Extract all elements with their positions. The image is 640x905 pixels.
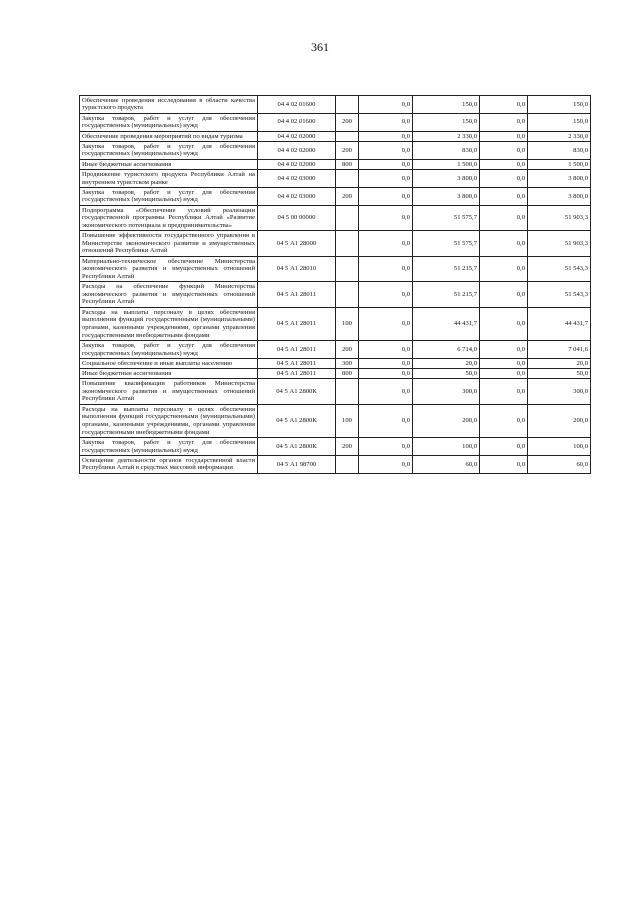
cell-expense-type [336, 170, 359, 188]
cell-target-code: 04 5 А1 28011 [258, 282, 336, 308]
cell-amount-3: 0,0 [480, 369, 528, 379]
cell-amount-2: 100,0 [413, 438, 480, 456]
cell-amount-2: 51 575,7 [413, 231, 480, 257]
cell-target-code: 04 4 02 01600 [258, 113, 336, 131]
cell-amount-1: 0,0 [359, 141, 413, 159]
cell-amount-1: 0,0 [359, 358, 413, 368]
cell-expense-type: 300 [336, 358, 359, 368]
cell-item-name: Расходы на выплаты персоналу в целях обеспечения выполнения функций государственными (муниципальными) органами, казенными учреждениями, органами управления государственными внебюджетными фондами [80, 404, 258, 437]
cell-amount-2: 3 800,0 [413, 170, 480, 188]
cell-amount-2: 1 500,0 [413, 159, 480, 169]
cell-amount-4: 1 500,0 [528, 159, 591, 169]
cell-amount-1: 0,0 [359, 307, 413, 340]
table-row [80, 170, 591, 188]
cell-item-name: Подпрограмма «Обеспечение условий реализации государственной программы Республики Алтай «Развитие экономического потенциала и предпринимательства» [80, 205, 258, 231]
cell-item-name: Продвижение туристского продукта Республики Алтай на внутреннем туристском рынке [80, 170, 258, 188]
cell-target-code: 04 5 А1 28011 [258, 341, 336, 359]
cell-amount-2: 50,0 [413, 369, 480, 379]
cell-amount-4: 51 903,3 [528, 231, 591, 257]
cell-amount-1: 0,0 [359, 131, 413, 141]
cell-expense-type: 200 [336, 438, 359, 456]
cell-amount-3: 0,0 [480, 170, 528, 188]
cell-amount-3: 0,0 [480, 205, 528, 231]
cell-target-code: 04 5 А1 2800К [258, 404, 336, 437]
cell-amount-2: 150,0 [413, 113, 480, 131]
cell-target-code: 04 4 02 02000 [258, 131, 336, 141]
table-row [80, 231, 591, 257]
cell-amount-3: 0,0 [480, 341, 528, 359]
cell-item-name: Закупка товаров, работ и услуг для обеспечения государственных (муниципальных) нужд [80, 438, 258, 456]
table-row [80, 369, 591, 379]
cell-expense-type [336, 455, 359, 473]
cell-amount-3: 0,0 [480, 282, 528, 308]
cell-amount-1: 0,0 [359, 159, 413, 169]
cell-amount-4: 300,0 [528, 379, 591, 405]
cell-item-name: Освещение деятельности органов государственной власти Республики Алтай в средствах массовой информации [80, 455, 258, 473]
cell-amount-1: 0,0 [359, 256, 413, 282]
cell-amount-4: 100,0 [528, 438, 591, 456]
cell-expense-type [336, 131, 359, 141]
cell-target-code: 04 4 02 03000 [258, 170, 336, 188]
table-row [80, 282, 591, 308]
cell-amount-3: 0,0 [480, 404, 528, 437]
cell-amount-1: 0,0 [359, 341, 413, 359]
table-row [80, 131, 591, 141]
cell-item-name: Материально-техническое обеспечение Министерства экономического развития и имущественных отношений Республики Алтай [80, 256, 258, 282]
cell-amount-2: 2 330,0 [413, 131, 480, 141]
cell-expense-type: 800 [336, 369, 359, 379]
cell-amount-3: 0,0 [480, 307, 528, 340]
cell-item-name: Расходы на обеспечение функций Министерства экономического развития и имущественных отношений Республики Алтай [80, 282, 258, 308]
cell-amount-3: 0,0 [480, 131, 528, 141]
table-row [80, 307, 591, 340]
cell-target-code: 04 5 А1 28000 [258, 231, 336, 257]
cell-item-name: Обеспечение проведения мероприятий по видам туризма [80, 131, 258, 141]
cell-amount-1: 0,0 [359, 404, 413, 437]
cell-amount-3: 0,0 [480, 358, 528, 368]
cell-expense-type: 100 [336, 307, 359, 340]
table-row [80, 113, 591, 131]
cell-amount-4: 7 041,6 [528, 341, 591, 359]
cell-amount-1: 0,0 [359, 231, 413, 257]
cell-amount-1: 0,0 [359, 282, 413, 308]
cell-amount-4: 2 330,0 [528, 131, 591, 141]
cell-target-code: 04 5 А1 28010 [258, 256, 336, 282]
table-row [80, 358, 591, 368]
cell-target-code: 04 4 02 02000 [258, 159, 336, 169]
cell-amount-4: 3 800,0 [528, 187, 591, 205]
cell-expense-type [336, 379, 359, 405]
cell-expense-type [336, 282, 359, 308]
cell-amount-1: 0,0 [359, 455, 413, 473]
cell-amount-2: 51 215,7 [413, 256, 480, 282]
cell-amount-2: 200,0 [413, 404, 480, 437]
cell-expense-type: 100 [336, 404, 359, 437]
cell-amount-4: 830,0 [528, 141, 591, 159]
cell-amount-3: 0,0 [480, 231, 528, 257]
cell-amount-1: 0,0 [359, 113, 413, 131]
cell-amount-2: 60,0 [413, 455, 480, 473]
cell-amount-1: 0,0 [359, 96, 413, 114]
cell-expense-type [336, 256, 359, 282]
cell-amount-2: 51 575,7 [413, 205, 480, 231]
cell-target-code: 04 4 02 02000 [258, 141, 336, 159]
cell-amount-2: 300,0 [413, 379, 480, 405]
table-row [80, 256, 591, 282]
table-row [80, 96, 591, 114]
cell-item-name: Обеспечение проведения исследования в области качества туристского продукта [80, 96, 258, 114]
page-number: 361 [311, 40, 329, 54]
cell-item-name: Иные бюджетные ассигнования [80, 369, 258, 379]
cell-amount-2: 3 800,0 [413, 187, 480, 205]
cell-item-name: Закупка товаров, работ и услуг для обеспечения государственных (муниципальных) нужд [80, 187, 258, 205]
cell-target-code: 04 4 02 01600 [258, 96, 336, 114]
cell-amount-1: 0,0 [359, 369, 413, 379]
cell-expense-type: 200 [336, 141, 359, 159]
cell-target-code: 04 5 А1 28011 [258, 358, 336, 368]
cell-amount-4: 51 543,3 [528, 256, 591, 282]
cell-amount-4: 150,0 [528, 96, 591, 114]
cell-amount-3: 0,0 [480, 379, 528, 405]
cell-amount-2: 51 215,7 [413, 282, 480, 308]
cell-amount-1: 0,0 [359, 379, 413, 405]
cell-amount-1: 0,0 [359, 438, 413, 456]
cell-amount-4: 50,0 [528, 369, 591, 379]
cell-item-name: Повышение эффективности государственного управления в Министерстве экономического развития и имущественных отношений Республики Алтай [80, 231, 258, 257]
cell-amount-1: 0,0 [359, 187, 413, 205]
cell-amount-2: 150,0 [413, 96, 480, 114]
table-row [80, 205, 591, 231]
cell-item-name: Повышение квалификации работников Министерства экономического развития и имущественных отношений Республики Алтай [80, 379, 258, 405]
table-row [80, 404, 591, 437]
cell-amount-4: 44 431,7 [528, 307, 591, 340]
cell-amount-4: 3 800,0 [528, 170, 591, 188]
cell-amount-3: 0,0 [480, 113, 528, 131]
cell-expense-type: 200 [336, 187, 359, 205]
cell-amount-4: 60,0 [528, 455, 591, 473]
cell-expense-type [336, 231, 359, 257]
cell-amount-2: 44 431,7 [413, 307, 480, 340]
cell-target-code: 04 4 02 03000 [258, 187, 336, 205]
cell-amount-3: 0,0 [480, 96, 528, 114]
cell-target-code: 04 5 А1 2800К [258, 379, 336, 405]
cell-amount-4: 51 903,3 [528, 205, 591, 231]
cell-item-name: Социальное обеспечение и иные выплаты населению [80, 358, 258, 368]
cell-expense-type [336, 205, 359, 231]
cell-target-code: 04 5 А1 28011 [258, 307, 336, 340]
cell-expense-type: 200 [336, 113, 359, 131]
cell-expense-type: 200 [336, 341, 359, 359]
cell-amount-3: 0,0 [480, 256, 528, 282]
cell-amount-4: 51 543,3 [528, 282, 591, 308]
table-body [80, 96, 591, 474]
cell-item-name: Закупка товаров, работ и услуг для обеспечения государственных (муниципальных) нужд [80, 113, 258, 131]
budget-table [79, 95, 591, 474]
cell-target-code: 04 5 А1 28011 [258, 369, 336, 379]
cell-amount-1: 0,0 [359, 205, 413, 231]
cell-item-name: Закупка товаров, работ и услуг для обеспечения государственных (муниципальных) нужд [80, 341, 258, 359]
table-row [80, 141, 591, 159]
cell-item-name: Расходы на выплаты персоналу в целях обеспечения выполнения функций государственными (муниципальными) органами, казенными учреждениями, органами управления государственными внебюджетными фондами [80, 307, 258, 340]
cell-expense-type [336, 96, 359, 114]
cell-amount-1: 0,0 [359, 170, 413, 188]
cell-amount-4: 150,0 [528, 113, 591, 131]
cell-amount-2: 20,0 [413, 358, 480, 368]
cell-item-name: Закупка товаров, работ и услуг для обеспечения государственных (муниципальных) нужд [80, 141, 258, 159]
cell-amount-3: 0,0 [480, 455, 528, 473]
cell-target-code: 04 5 00 00000 [258, 205, 336, 231]
table-row [80, 379, 591, 405]
cell-item-name: Иные бюджетные ассигнования [80, 159, 258, 169]
cell-amount-3: 0,0 [480, 187, 528, 205]
table-row [80, 438, 591, 456]
cell-amount-3: 0,0 [480, 438, 528, 456]
cell-amount-2: 6 714,0 [413, 341, 480, 359]
table-row [80, 159, 591, 169]
table-row [80, 455, 591, 473]
cell-amount-4: 20,0 [528, 358, 591, 368]
cell-target-code: 04 5 А1 98700 [258, 455, 336, 473]
cell-expense-type: 800 [336, 159, 359, 169]
cell-amount-2: 830,0 [413, 141, 480, 159]
cell-target-code: 04 5 А1 2800К [258, 438, 336, 456]
cell-amount-3: 0,0 [480, 159, 528, 169]
cell-amount-3: 0,0 [480, 141, 528, 159]
cell-amount-4: 200,0 [528, 404, 591, 437]
table-row [80, 187, 591, 205]
table-row [80, 341, 591, 359]
